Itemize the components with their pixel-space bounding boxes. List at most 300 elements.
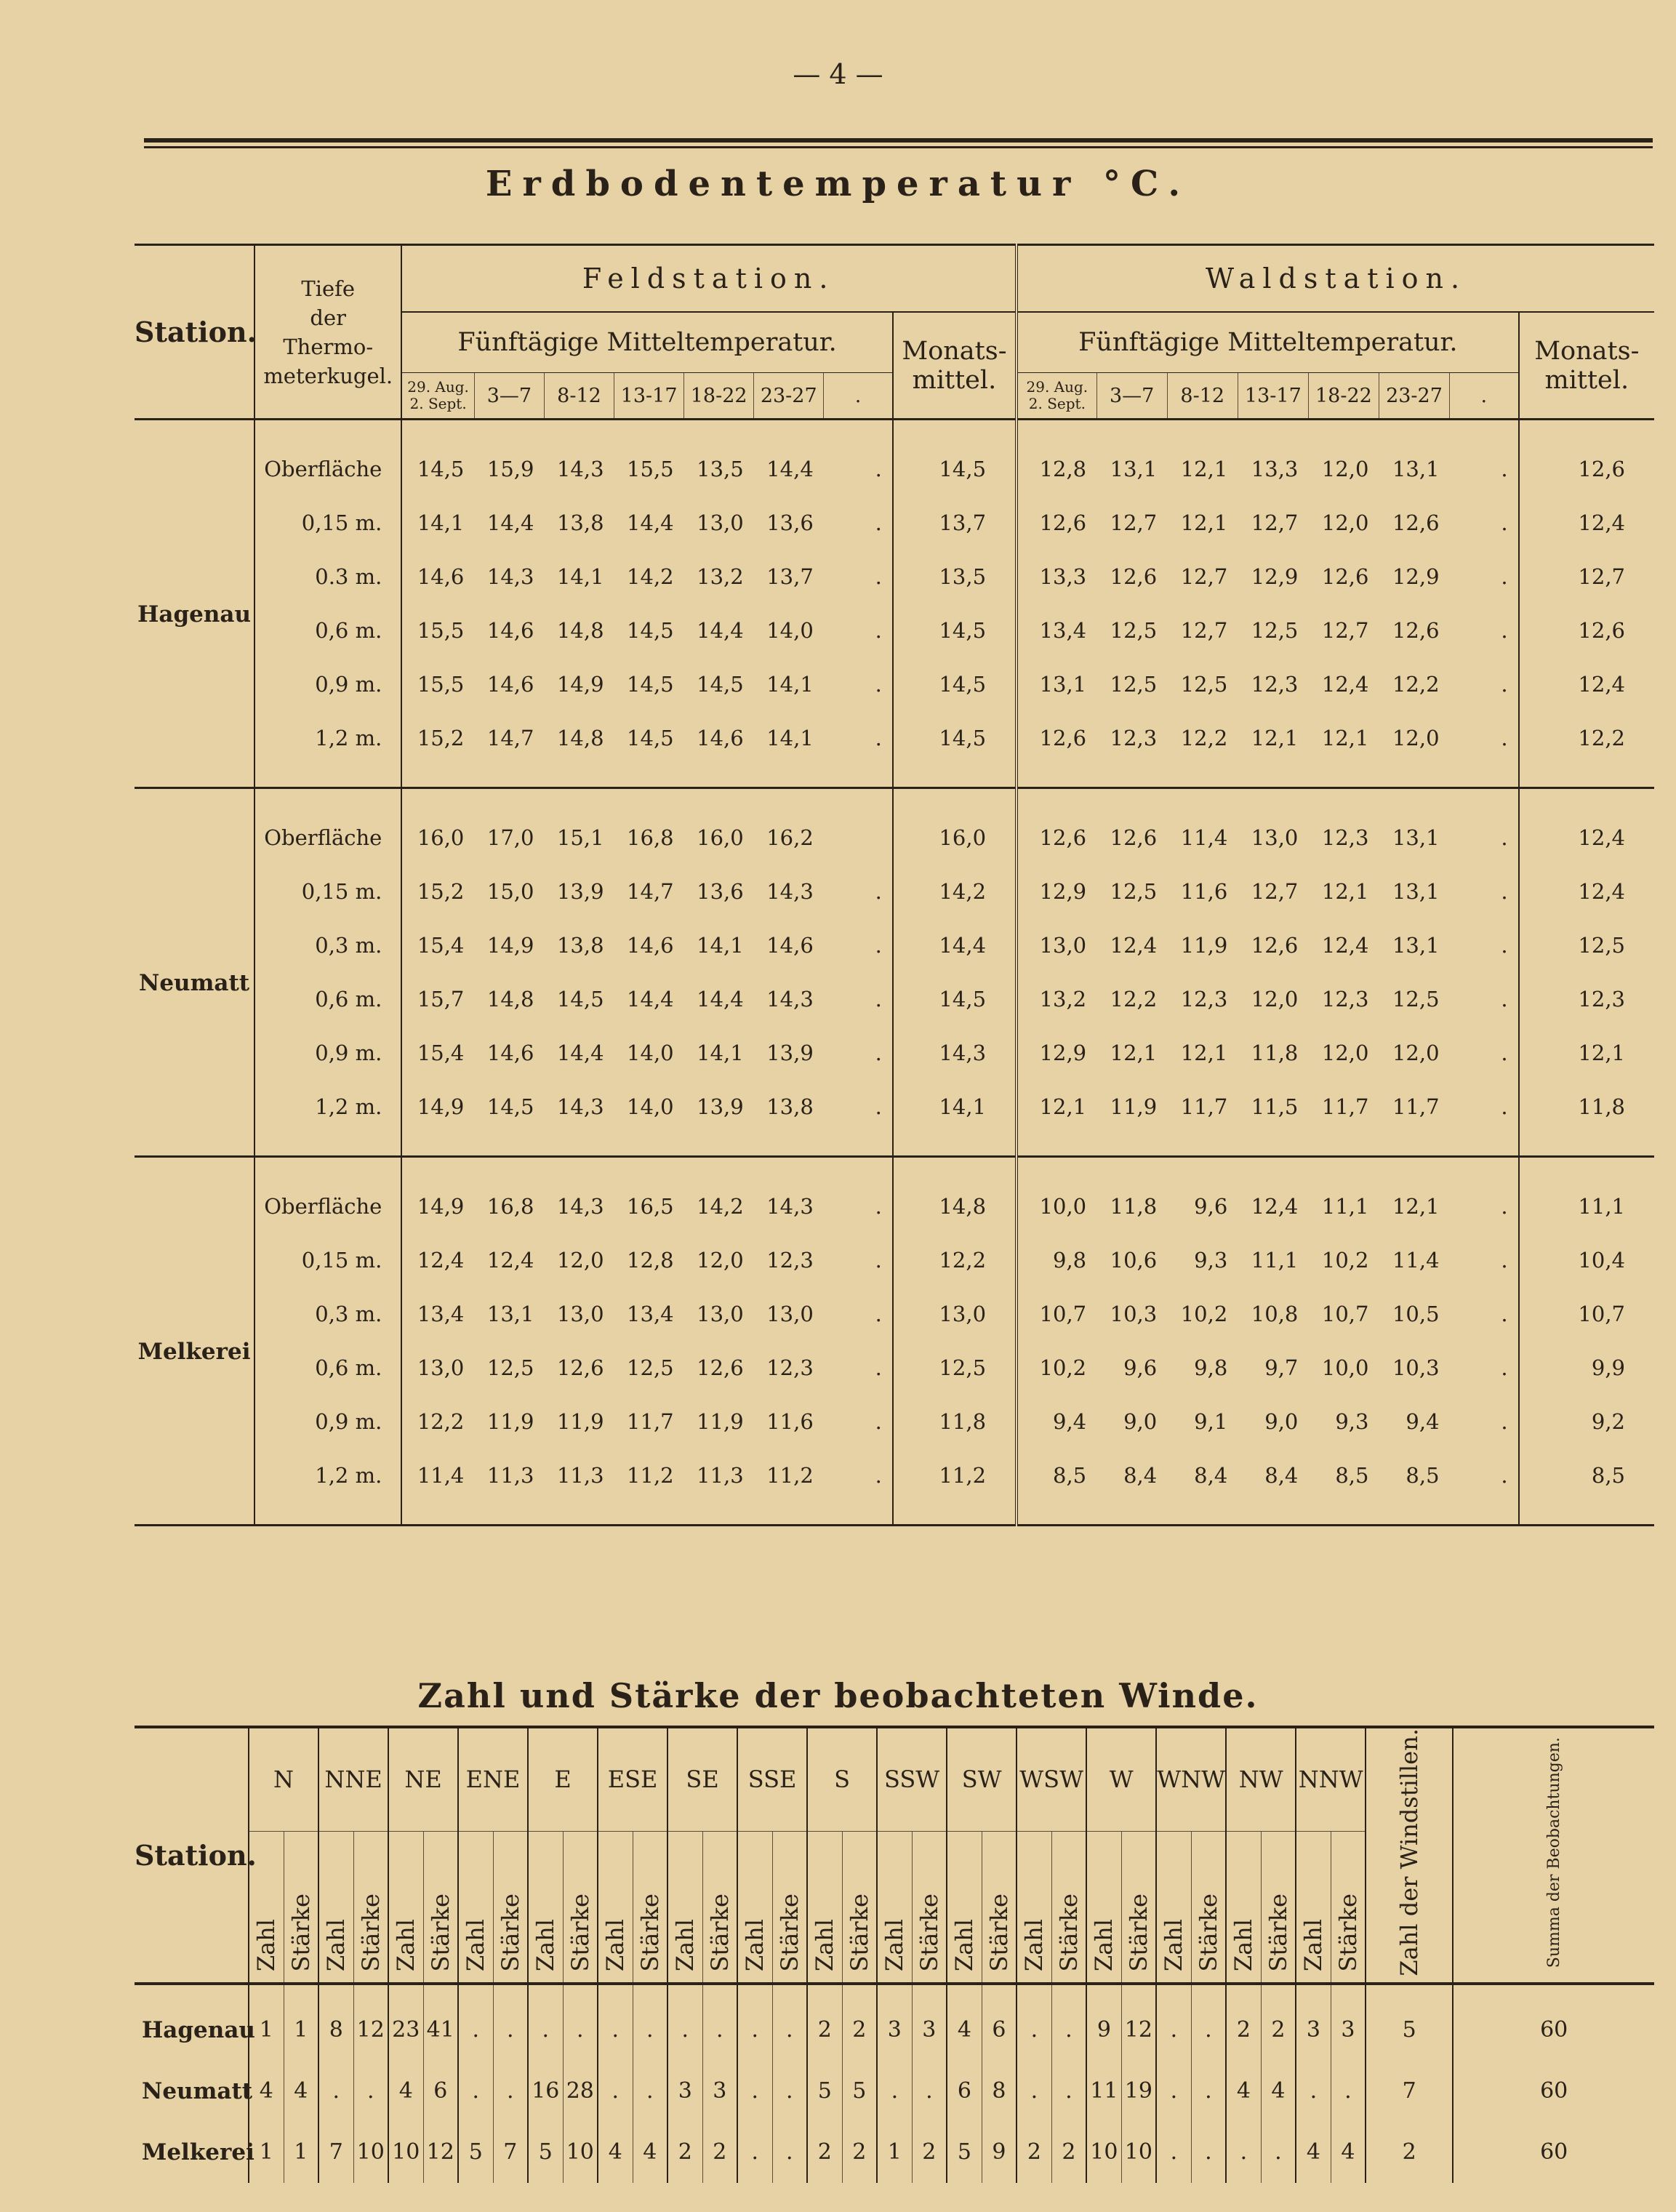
forest-mean-cell: 11,1 bbox=[1519, 1157, 1654, 1234]
field-temp-cell: 12,6 bbox=[556, 1355, 604, 1380]
wind-value-cell: 3 bbox=[702, 2061, 737, 2122]
field-temp-cell: 12,8 bbox=[627, 1248, 674, 1273]
field-temp-cell: 13,1 bbox=[486, 1302, 534, 1326]
field-temp-cell: 14,4 bbox=[627, 510, 674, 535]
wind-direction-header: NE bbox=[388, 1727, 458, 1831]
field-temp-cell: 16,5 bbox=[627, 1194, 674, 1219]
wind-table bbox=[135, 1726, 1654, 2183]
wind-value-cell: 5 bbox=[947, 2122, 982, 2183]
forest-temp-cell: 12,7 bbox=[1180, 618, 1228, 643]
wind-total-header bbox=[1453, 1727, 1654, 1984]
wind-calms-cell: 5 bbox=[1366, 1984, 1453, 2061]
field-temp-cell: 14,6 bbox=[401, 550, 474, 604]
wind-count-header bbox=[528, 1831, 563, 1983]
wind-value-cell: . bbox=[772, 2061, 807, 2122]
forest-temp-cell: 12,5 bbox=[1110, 879, 1158, 904]
field-temp-cell: 12,5 bbox=[486, 1355, 534, 1380]
wind-value-cell: 2 bbox=[1226, 1984, 1261, 2061]
depth-cell: 0,3 m. bbox=[254, 918, 401, 972]
forest-temp-cell: 10,7 bbox=[1017, 1287, 1096, 1341]
header-field-station: Feldstation. bbox=[401, 245, 1017, 313]
table-row bbox=[135, 1026, 1654, 1080]
period-line: 2. Sept. bbox=[409, 395, 467, 412]
wind-strength-header bbox=[1121, 1831, 1156, 1983]
field-temp-cell: 11,2 bbox=[766, 1463, 814, 1488]
forest-temp-cell: . bbox=[1501, 510, 1508, 535]
field-temp-cell: 14,0 bbox=[766, 618, 814, 643]
wind-value-cell: 4 bbox=[284, 2061, 318, 2122]
wind-strength-label: Stärke bbox=[915, 1894, 943, 1972]
field-temp-cell: 12,2 bbox=[401, 1395, 474, 1448]
depth-cell: 1,2 m. bbox=[254, 1448, 401, 1526]
wind-count-label: Zahl bbox=[532, 1919, 560, 1972]
top-double-rule bbox=[144, 138, 1653, 148]
forest-mean-cell: 12,4 bbox=[1519, 865, 1654, 918]
forest-mean-cell: 9,2 bbox=[1519, 1395, 1654, 1448]
forest-temp-cell: 9,8 bbox=[1194, 1355, 1228, 1380]
wind-direction-header: SSE bbox=[737, 1727, 807, 1831]
depth-cell: 0,15 m. bbox=[254, 865, 401, 918]
forest-temp-cell: 10,2 bbox=[1017, 1341, 1096, 1395]
forest-temp-cell: 12,6 bbox=[1251, 933, 1299, 958]
wind-value-cell: 4 bbox=[633, 2122, 667, 2183]
wind-count-label: Zahl bbox=[1020, 1919, 1048, 1972]
depth-cell: 0,9 m. bbox=[254, 1395, 401, 1448]
header-period: 23-27 bbox=[1379, 373, 1449, 420]
wind-strength-header bbox=[842, 1831, 877, 1983]
field-temp-cell: 13,9 bbox=[766, 1041, 814, 1065]
field-temp-cell: . bbox=[875, 1355, 882, 1380]
wind-value-cell: . bbox=[598, 1984, 633, 2061]
field-temp-cell: 14,3 bbox=[766, 987, 814, 1011]
wind-value-cell: . bbox=[1226, 2122, 1261, 2183]
period-line: 29. Aug. bbox=[407, 378, 469, 396]
forest-temp-cell: 12,7 bbox=[1321, 618, 1369, 643]
forest-temp-cell: 12,7 bbox=[1180, 564, 1228, 589]
depth-cell: 0,9 m. bbox=[254, 657, 401, 711]
wind-value-cell: . bbox=[458, 2061, 493, 2122]
field-mean-cell: 14,5 bbox=[893, 972, 1017, 1026]
forest-temp-cell: 10,7 bbox=[1321, 1302, 1369, 1326]
header-field-five-day: Fünftägige Mitteltemperatur. bbox=[401, 312, 893, 373]
forest-temp-cell: 12,6 bbox=[1017, 711, 1096, 788]
header-period-aug29 bbox=[401, 373, 474, 420]
forest-mean-cell: 11,8 bbox=[1519, 1080, 1654, 1157]
wind-value-cell: 3 bbox=[1296, 1984, 1331, 2061]
field-mean-cell: 12,2 bbox=[893, 1233, 1017, 1287]
forest-temp-cell: . bbox=[1501, 1302, 1508, 1326]
forest-mean-cell: 8,5 bbox=[1519, 1448, 1654, 1526]
wind-value-cell: 2 bbox=[912, 2122, 947, 2183]
forest-temp-cell: 8,5 bbox=[1017, 1448, 1096, 1526]
wind-value-cell: 2 bbox=[807, 1984, 842, 2061]
forest-temp-cell: 12,9 bbox=[1017, 1026, 1096, 1080]
wind-count-label: Zahl bbox=[1090, 1919, 1118, 1972]
field-mean-cell: 11,8 bbox=[893, 1395, 1017, 1448]
field-temp-cell: 14,2 bbox=[697, 1194, 744, 1219]
wind-value-cell: 11 bbox=[1086, 2061, 1121, 2122]
wind-value-cell: . bbox=[1017, 2061, 1051, 2122]
field-temp-cell: 14,6 bbox=[486, 672, 534, 697]
forest-temp-cell: . bbox=[1501, 1409, 1508, 1434]
depth-cell: 0,15 m. bbox=[254, 496, 401, 550]
field-mean-cell: 14,5 bbox=[893, 711, 1017, 788]
field-temp-cell: 14,9 bbox=[401, 1080, 474, 1157]
wind-count-header bbox=[877, 1831, 912, 1983]
forest-mean-cell: 12,6 bbox=[1519, 420, 1654, 497]
field-temp-cell: 12,0 bbox=[697, 1248, 744, 1273]
wind-value-cell: 4 bbox=[947, 1984, 982, 2061]
forest-temp-cell: 10,0 bbox=[1017, 1157, 1096, 1234]
forest-temp-cell: . bbox=[1501, 987, 1508, 1011]
wind-count-label: Zahl bbox=[601, 1919, 630, 1972]
header-field-monthly bbox=[893, 312, 1017, 420]
wind-count-label: Zahl bbox=[392, 1919, 420, 1972]
wind-direction-header: N bbox=[249, 1727, 318, 1831]
forest-mean-cell: 10,7 bbox=[1519, 1287, 1654, 1341]
wind-value-cell: . bbox=[1331, 2061, 1366, 2122]
field-temp-cell: 15,2 bbox=[401, 711, 474, 788]
forest-temp-cell: 9,0 bbox=[1123, 1409, 1158, 1434]
wind-strength-label: Stärke bbox=[1194, 1894, 1222, 1972]
wind-value-cell: . bbox=[318, 2061, 353, 2122]
field-temp-cell: 14,5 bbox=[627, 618, 674, 643]
wind-value-cell: 16 bbox=[528, 2061, 563, 2122]
field-temp-cell: 14,1 bbox=[697, 1041, 744, 1065]
page-number: — 4 — bbox=[793, 58, 883, 90]
forest-temp-cell: 12,7 bbox=[1251, 879, 1299, 904]
wind-value-cell: . bbox=[772, 2122, 807, 2183]
station-name: Neumatt bbox=[139, 970, 250, 996]
wind-strength-header bbox=[1051, 1831, 1086, 1983]
field-temp-cell: 14,6 bbox=[486, 618, 534, 643]
wind-value-cell: 4 bbox=[1261, 2061, 1296, 2122]
header-period: 3—7 bbox=[1096, 373, 1167, 420]
forest-temp-cell: 9,4 bbox=[1017, 1395, 1096, 1448]
header-depth-line: meterkugel. bbox=[263, 363, 393, 388]
wind-value-cell: 4 bbox=[388, 2061, 423, 2122]
wind-value-cell: . bbox=[1051, 2061, 1086, 2122]
field-temp-cell: 14,3 bbox=[556, 457, 604, 481]
wind-value-cell: . bbox=[458, 1984, 493, 2061]
forest-temp-cell: 11,8 bbox=[1110, 1194, 1158, 1219]
wind-count-header bbox=[318, 1831, 353, 1983]
wind-strength-label: Stärke bbox=[496, 1894, 524, 1972]
wind-value-cell: . bbox=[493, 1984, 528, 2061]
table-row bbox=[135, 1233, 1654, 1287]
wind-strength-header bbox=[772, 1831, 807, 1983]
field-temp-cell: 14,5 bbox=[627, 672, 674, 697]
wind-count-label: Zahl bbox=[1160, 1919, 1188, 1972]
wind-value-cell: . bbox=[772, 1984, 807, 2061]
forest-temp-cell: 13,3 bbox=[1251, 457, 1299, 481]
wind-strength-header bbox=[563, 1831, 598, 1983]
field-temp-cell: 11,6 bbox=[766, 1409, 814, 1434]
forest-temp-cell: 10,6 bbox=[1110, 1248, 1158, 1273]
field-temp-cell: 17,0 bbox=[486, 825, 534, 850]
field-temp-cell: 14,5 bbox=[486, 1094, 534, 1119]
wind-value-cell: 5 bbox=[842, 2061, 877, 2122]
field-temp-cell: 14,6 bbox=[627, 933, 674, 958]
forest-temp-cell: 11,4 bbox=[1392, 1248, 1440, 1273]
field-temp-cell: 14,1 bbox=[766, 672, 814, 697]
header-period: . bbox=[1450, 373, 1519, 420]
station-name: Hagenau bbox=[142, 2016, 255, 2043]
forest-temp-cell: 12,1 bbox=[1017, 1080, 1096, 1157]
table-row bbox=[135, 1395, 1654, 1448]
wind-value-cell: . bbox=[633, 1984, 667, 2061]
field-temp-cell: 13,4 bbox=[627, 1302, 674, 1326]
wind-count-label: Zahl bbox=[322, 1919, 350, 1972]
field-temp-cell: 13,9 bbox=[697, 1094, 744, 1119]
field-temp-cell: . bbox=[875, 933, 882, 958]
depth-cell: 1,2 m. bbox=[254, 1080, 401, 1157]
table-row bbox=[135, 550, 1654, 604]
field-temp-cell: . bbox=[875, 457, 882, 481]
forest-temp-cell: 12,3 bbox=[1321, 987, 1369, 1011]
forest-temp-cell: . bbox=[1501, 1463, 1508, 1488]
forest-temp-cell: 11,7 bbox=[1321, 1094, 1369, 1119]
wind-value-cell: . bbox=[1191, 2122, 1226, 2183]
wind-count-label: Zahl bbox=[741, 1919, 769, 1972]
wind-strength-label: Stärke bbox=[356, 1894, 385, 1972]
field-temp-cell: 14,9 bbox=[556, 672, 604, 697]
field-mean-cell: 14,5 bbox=[893, 604, 1017, 657]
field-temp-cell: 15,5 bbox=[401, 657, 474, 711]
header-period: 18-22 bbox=[684, 373, 754, 420]
header-period-aug29 bbox=[1017, 373, 1096, 420]
wind-strength-header bbox=[912, 1831, 947, 1983]
wind-value-cell: 4 bbox=[1331, 2122, 1366, 2183]
field-temp-cell bbox=[824, 788, 893, 865]
wind-value-cell: 7 bbox=[493, 2122, 528, 2183]
forest-temp-cell: 10,3 bbox=[1110, 1302, 1158, 1326]
field-temp-cell: 11,3 bbox=[556, 1463, 604, 1488]
wind-direction-header: SW bbox=[947, 1727, 1017, 1831]
header-station: Station. bbox=[135, 316, 257, 348]
table-row bbox=[135, 1287, 1654, 1341]
wind-value-cell: . bbox=[493, 2061, 528, 2122]
wind-count-header bbox=[947, 1831, 982, 1983]
forest-temp-cell: 12,3 bbox=[1110, 726, 1158, 750]
field-mean-cell: 12,5 bbox=[893, 1341, 1017, 1395]
soil-temperature-table bbox=[135, 244, 1654, 1526]
field-temp-cell: 13,5 bbox=[697, 457, 744, 481]
wind-value-cell: 1 bbox=[249, 1984, 284, 2061]
wind-value-cell: . bbox=[598, 2061, 633, 2122]
field-temp-cell: 12,0 bbox=[556, 1248, 604, 1273]
forest-mean-cell: 12,6 bbox=[1519, 604, 1654, 657]
wind-strength-header bbox=[353, 1831, 388, 1983]
wind-value-cell: 2 bbox=[1051, 2122, 1086, 2183]
forest-temp-cell: 12,7 bbox=[1110, 510, 1158, 535]
field-temp-cell: 15,4 bbox=[401, 918, 474, 972]
wind-value-cell: 10 bbox=[1086, 2122, 1121, 2183]
field-temp-cell: 14,6 bbox=[766, 933, 814, 958]
forest-mean-cell: 10,4 bbox=[1519, 1233, 1654, 1287]
field-temp-cell: 16,0 bbox=[697, 825, 744, 850]
forest-temp-cell: 13,1 bbox=[1392, 825, 1440, 850]
wind-value-cell: 8 bbox=[982, 2061, 1017, 2122]
field-temp-cell: 11,2 bbox=[627, 1463, 674, 1488]
wind-value-cell: 5 bbox=[528, 2122, 563, 2183]
field-temp-cell: . bbox=[875, 1409, 882, 1434]
field-temp-cell: 15,5 bbox=[627, 457, 674, 481]
wind-value-cell: 12 bbox=[423, 2122, 458, 2183]
wind-value-cell: 28 bbox=[563, 2061, 598, 2122]
forest-mean-cell: 12,4 bbox=[1519, 657, 1654, 711]
forest-temp-cell: 8,5 bbox=[1335, 1463, 1369, 1488]
field-temp-cell: 14,7 bbox=[486, 726, 534, 750]
period-line: 29. Aug. bbox=[1026, 378, 1088, 396]
forest-temp-cell: 12,6 bbox=[1392, 618, 1440, 643]
wind-value-cell: 2 bbox=[1017, 2122, 1051, 2183]
forest-temp-cell: 11,7 bbox=[1392, 1094, 1440, 1119]
wind-total-cell: 60 bbox=[1453, 1984, 1654, 2061]
field-temp-cell: . bbox=[875, 564, 882, 589]
field-temp-cell: 14,4 bbox=[766, 457, 814, 481]
forest-temp-cell: 12,2 bbox=[1110, 987, 1158, 1011]
forest-temp-cell: 12,9 bbox=[1017, 865, 1096, 918]
wind-strength-header bbox=[1261, 1831, 1296, 1983]
forest-temp-cell: 12,6 bbox=[1392, 510, 1440, 535]
wind-count-label: Zahl bbox=[950, 1919, 979, 1972]
wind-strength-label: Stärke bbox=[1124, 1894, 1152, 1972]
wind-strength-header bbox=[423, 1831, 458, 1983]
wind-count-header bbox=[598, 1831, 633, 1983]
field-mean-cell: 14,5 bbox=[893, 420, 1017, 497]
forest-temp-cell: . bbox=[1501, 1248, 1508, 1273]
table-row bbox=[135, 2122, 1654, 2183]
wind-value-cell: 41 bbox=[423, 1984, 458, 2061]
wind-strength-label: Stärke bbox=[635, 1894, 664, 1972]
wind-strength-label: Stärke bbox=[985, 1894, 1013, 1972]
header-depth-line: der bbox=[310, 305, 347, 330]
forest-temp-cell: 9,0 bbox=[1264, 1409, 1299, 1434]
field-temp-cell: 13,2 bbox=[697, 564, 744, 589]
forest-temp-cell: 11,7 bbox=[1180, 1094, 1228, 1119]
field-temp-cell: 15,0 bbox=[486, 879, 534, 904]
forest-temp-cell: 11,5 bbox=[1251, 1094, 1299, 1119]
table-row bbox=[135, 1984, 1654, 2061]
wind-value-cell: 3 bbox=[912, 1984, 947, 2061]
wind-value-cell: 1 bbox=[284, 2122, 318, 2183]
table-row bbox=[135, 657, 1654, 711]
field-temp-cell: 14,4 bbox=[697, 987, 744, 1011]
forest-temp-cell: 11,9 bbox=[1180, 933, 1228, 958]
wind-direction-header: W bbox=[1086, 1727, 1156, 1831]
field-temp-cell: . bbox=[875, 1041, 882, 1065]
field-temp-cell: . bbox=[875, 672, 882, 697]
field-temp-cell: . bbox=[875, 1463, 882, 1488]
forest-mean-cell: 12,4 bbox=[1519, 788, 1654, 865]
wind-value-cell: 9 bbox=[982, 2122, 1017, 2183]
wind-value-cell: 12 bbox=[353, 1984, 388, 2061]
forest-temp-cell: 12,6 bbox=[1110, 825, 1158, 850]
header-period: 3—7 bbox=[474, 373, 544, 420]
field-mean-cell: 13,0 bbox=[893, 1287, 1017, 1341]
wind-value-cell: 4 bbox=[1296, 2122, 1331, 2183]
header-depth-line: Thermo- bbox=[283, 334, 374, 359]
wind-value-cell: 8 bbox=[318, 1984, 353, 2061]
forest-temp-cell: 8,4 bbox=[1194, 1463, 1228, 1488]
forest-temp-cell: 11,9 bbox=[1110, 1094, 1158, 1119]
forest-temp-cell: 13,0 bbox=[1251, 825, 1299, 850]
depth-cell: 0.3 m. bbox=[254, 550, 401, 604]
field-temp-cell: 14,9 bbox=[486, 933, 534, 958]
wind-value-cell: . bbox=[353, 2061, 388, 2122]
depth-cell: 0,3 m. bbox=[254, 1287, 401, 1341]
forest-temp-cell: 9,3 bbox=[1194, 1248, 1228, 1273]
forest-temp-cell: 11,8 bbox=[1251, 1041, 1299, 1065]
depth-cell: 0,15 m. bbox=[254, 1233, 401, 1287]
period-line: 2. Sept. bbox=[1028, 395, 1086, 412]
field-temp-cell: 14,3 bbox=[556, 1194, 604, 1219]
wind-value-cell: 4 bbox=[1226, 2061, 1261, 2122]
field-temp-cell: 12,5 bbox=[627, 1355, 674, 1380]
field-temp-cell: 14,8 bbox=[556, 618, 604, 643]
forest-temp-cell: 12,1 bbox=[1180, 1041, 1228, 1065]
wind-value-cell: 2 bbox=[807, 2122, 842, 2183]
forest-temp-cell: 12,3 bbox=[1321, 825, 1369, 850]
wind-value-cell: 1 bbox=[877, 2122, 912, 2183]
field-temp-cell: 14,6 bbox=[486, 1041, 534, 1065]
wind-strength-label: Stärke bbox=[775, 1894, 803, 1972]
field-temp-cell: 12,6 bbox=[697, 1355, 744, 1380]
forest-temp-cell: 12,7 bbox=[1251, 510, 1299, 535]
field-temp-cell: 13,0 bbox=[697, 510, 744, 535]
wind-value-cell: . bbox=[1261, 2122, 1296, 2183]
forest-temp-cell: 12,0 bbox=[1251, 987, 1299, 1011]
forest-mean-cell: 12,3 bbox=[1519, 972, 1654, 1026]
forest-temp-cell: 12,9 bbox=[1251, 564, 1299, 589]
wind-calms-label: Zahl der Windstillen. bbox=[1395, 1728, 1424, 1976]
forest-temp-cell: 12,6 bbox=[1110, 564, 1158, 589]
field-temp-cell: 15,1 bbox=[556, 825, 604, 850]
forest-temp-cell: . bbox=[1501, 1094, 1508, 1119]
wind-value-cell: 6 bbox=[982, 1984, 1017, 2061]
forest-mean-cell: 9,9 bbox=[1519, 1341, 1654, 1395]
wind-count-label: Zahl bbox=[252, 1919, 281, 1972]
wind-calms-header bbox=[1366, 1727, 1453, 1984]
wind-count-label: Zahl bbox=[1230, 1919, 1258, 1972]
field-temp-cell: 15,5 bbox=[401, 604, 474, 657]
header-monthly-line: Monats- bbox=[1534, 336, 1640, 366]
wind-table-body bbox=[135, 1984, 1654, 2183]
forest-temp-cell: 9,4 bbox=[1406, 1409, 1440, 1434]
forest-temp-cell: 13,2 bbox=[1017, 972, 1096, 1026]
wind-total-label: Summa der Beobachtungen. bbox=[1544, 1736, 1563, 1968]
wind-strength-label: Stärke bbox=[845, 1894, 873, 1972]
forest-temp-cell: 13,4 bbox=[1017, 604, 1096, 657]
forest-temp-cell: 12,6 bbox=[1017, 496, 1096, 550]
forest-temp-cell: 11,4 bbox=[1180, 825, 1228, 850]
forest-temp-cell: 12,1 bbox=[1321, 879, 1369, 904]
forest-mean-cell: 12,7 bbox=[1519, 550, 1654, 604]
depth-cell: Oberfläche bbox=[254, 1157, 401, 1234]
forest-temp-cell: 12,1 bbox=[1321, 726, 1369, 750]
forest-temp-cell: 9,7 bbox=[1264, 1355, 1299, 1380]
field-temp-cell: 14,6 bbox=[697, 726, 744, 750]
wind-value-cell: . bbox=[1156, 1984, 1191, 2061]
wind-count-label: Zahl bbox=[1299, 1919, 1328, 1972]
wind-count-header bbox=[737, 1831, 772, 1983]
table-row bbox=[135, 420, 1654, 497]
wind-direction-header: SSW bbox=[877, 1727, 947, 1831]
forest-temp-cell: 10,0 bbox=[1321, 1355, 1369, 1380]
wind-strength-label: Stärke bbox=[705, 1894, 734, 1972]
field-temp-cell: 14,9 bbox=[401, 1157, 474, 1234]
